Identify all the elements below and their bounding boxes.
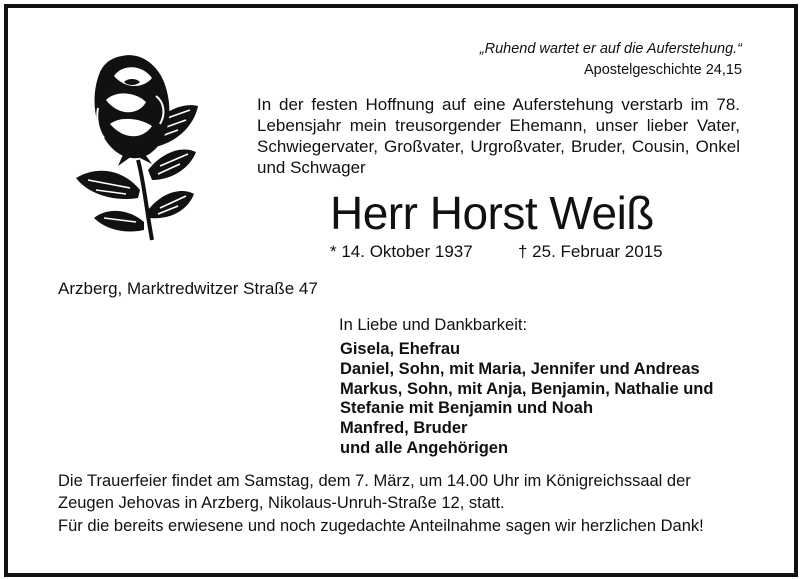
mourners-list	[340, 340, 713, 459]
thanks-text: Für die bereits erwiesene und noch zugedachte Anteilnahme sagen wir herzlichen Dank!	[58, 517, 704, 535]
scripture-quote: „Ruhend wartet er auf die Auferstehung.“	[479, 41, 742, 57]
rose-icon	[60, 42, 205, 244]
mourner-line: Daniel, Sohn, mit Maria, Jennifer und Andreas	[340, 359, 700, 378]
mourner-line: Markus, Sohn, mit Anja, Benjamin, Nathalie und	[340, 379, 714, 398]
birth-date: * 14. Oktober 1937	[330, 242, 473, 261]
scripture-reference: Apostelgeschichte 24,15	[584, 62, 742, 78]
mourner-line: Gisela, Ehefrau	[340, 340, 461, 358]
ceremony-text: Die Trauerfeier findet am Samstag, dem 7. März, um 14.00 Uhr im Königreichssaal der Zeugen Jehovas in Arzberg, Nikolaus-Unruh-Straße 12, statt.	[58, 472, 691, 512]
intro-text: In der festen Hoffnung auf eine Auferstehung verstarb im 78. Lebensjahr mein treusorgender Ehemann, unser lieber Vater, Schwiegervater, Großvater, Urgroßvater, Bruder, Cousin, Onkel und Schwager	[257, 95, 740, 177]
address: Arzberg, Marktredwitzer Straße 47	[58, 279, 318, 298]
mourner-line: Stefanie mit Benjamin und Noah	[340, 399, 594, 418]
mourner-line: und alle Angehörigen	[340, 438, 509, 457]
deceased-name: Herr Horst Weiß	[330, 187, 654, 239]
death-date: † 25. Februar 2015	[518, 242, 663, 261]
mourners-heading: In Liebe und Dankbarkeit:	[339, 316, 528, 334]
mourner-line: Manfred, Bruder	[340, 419, 468, 438]
